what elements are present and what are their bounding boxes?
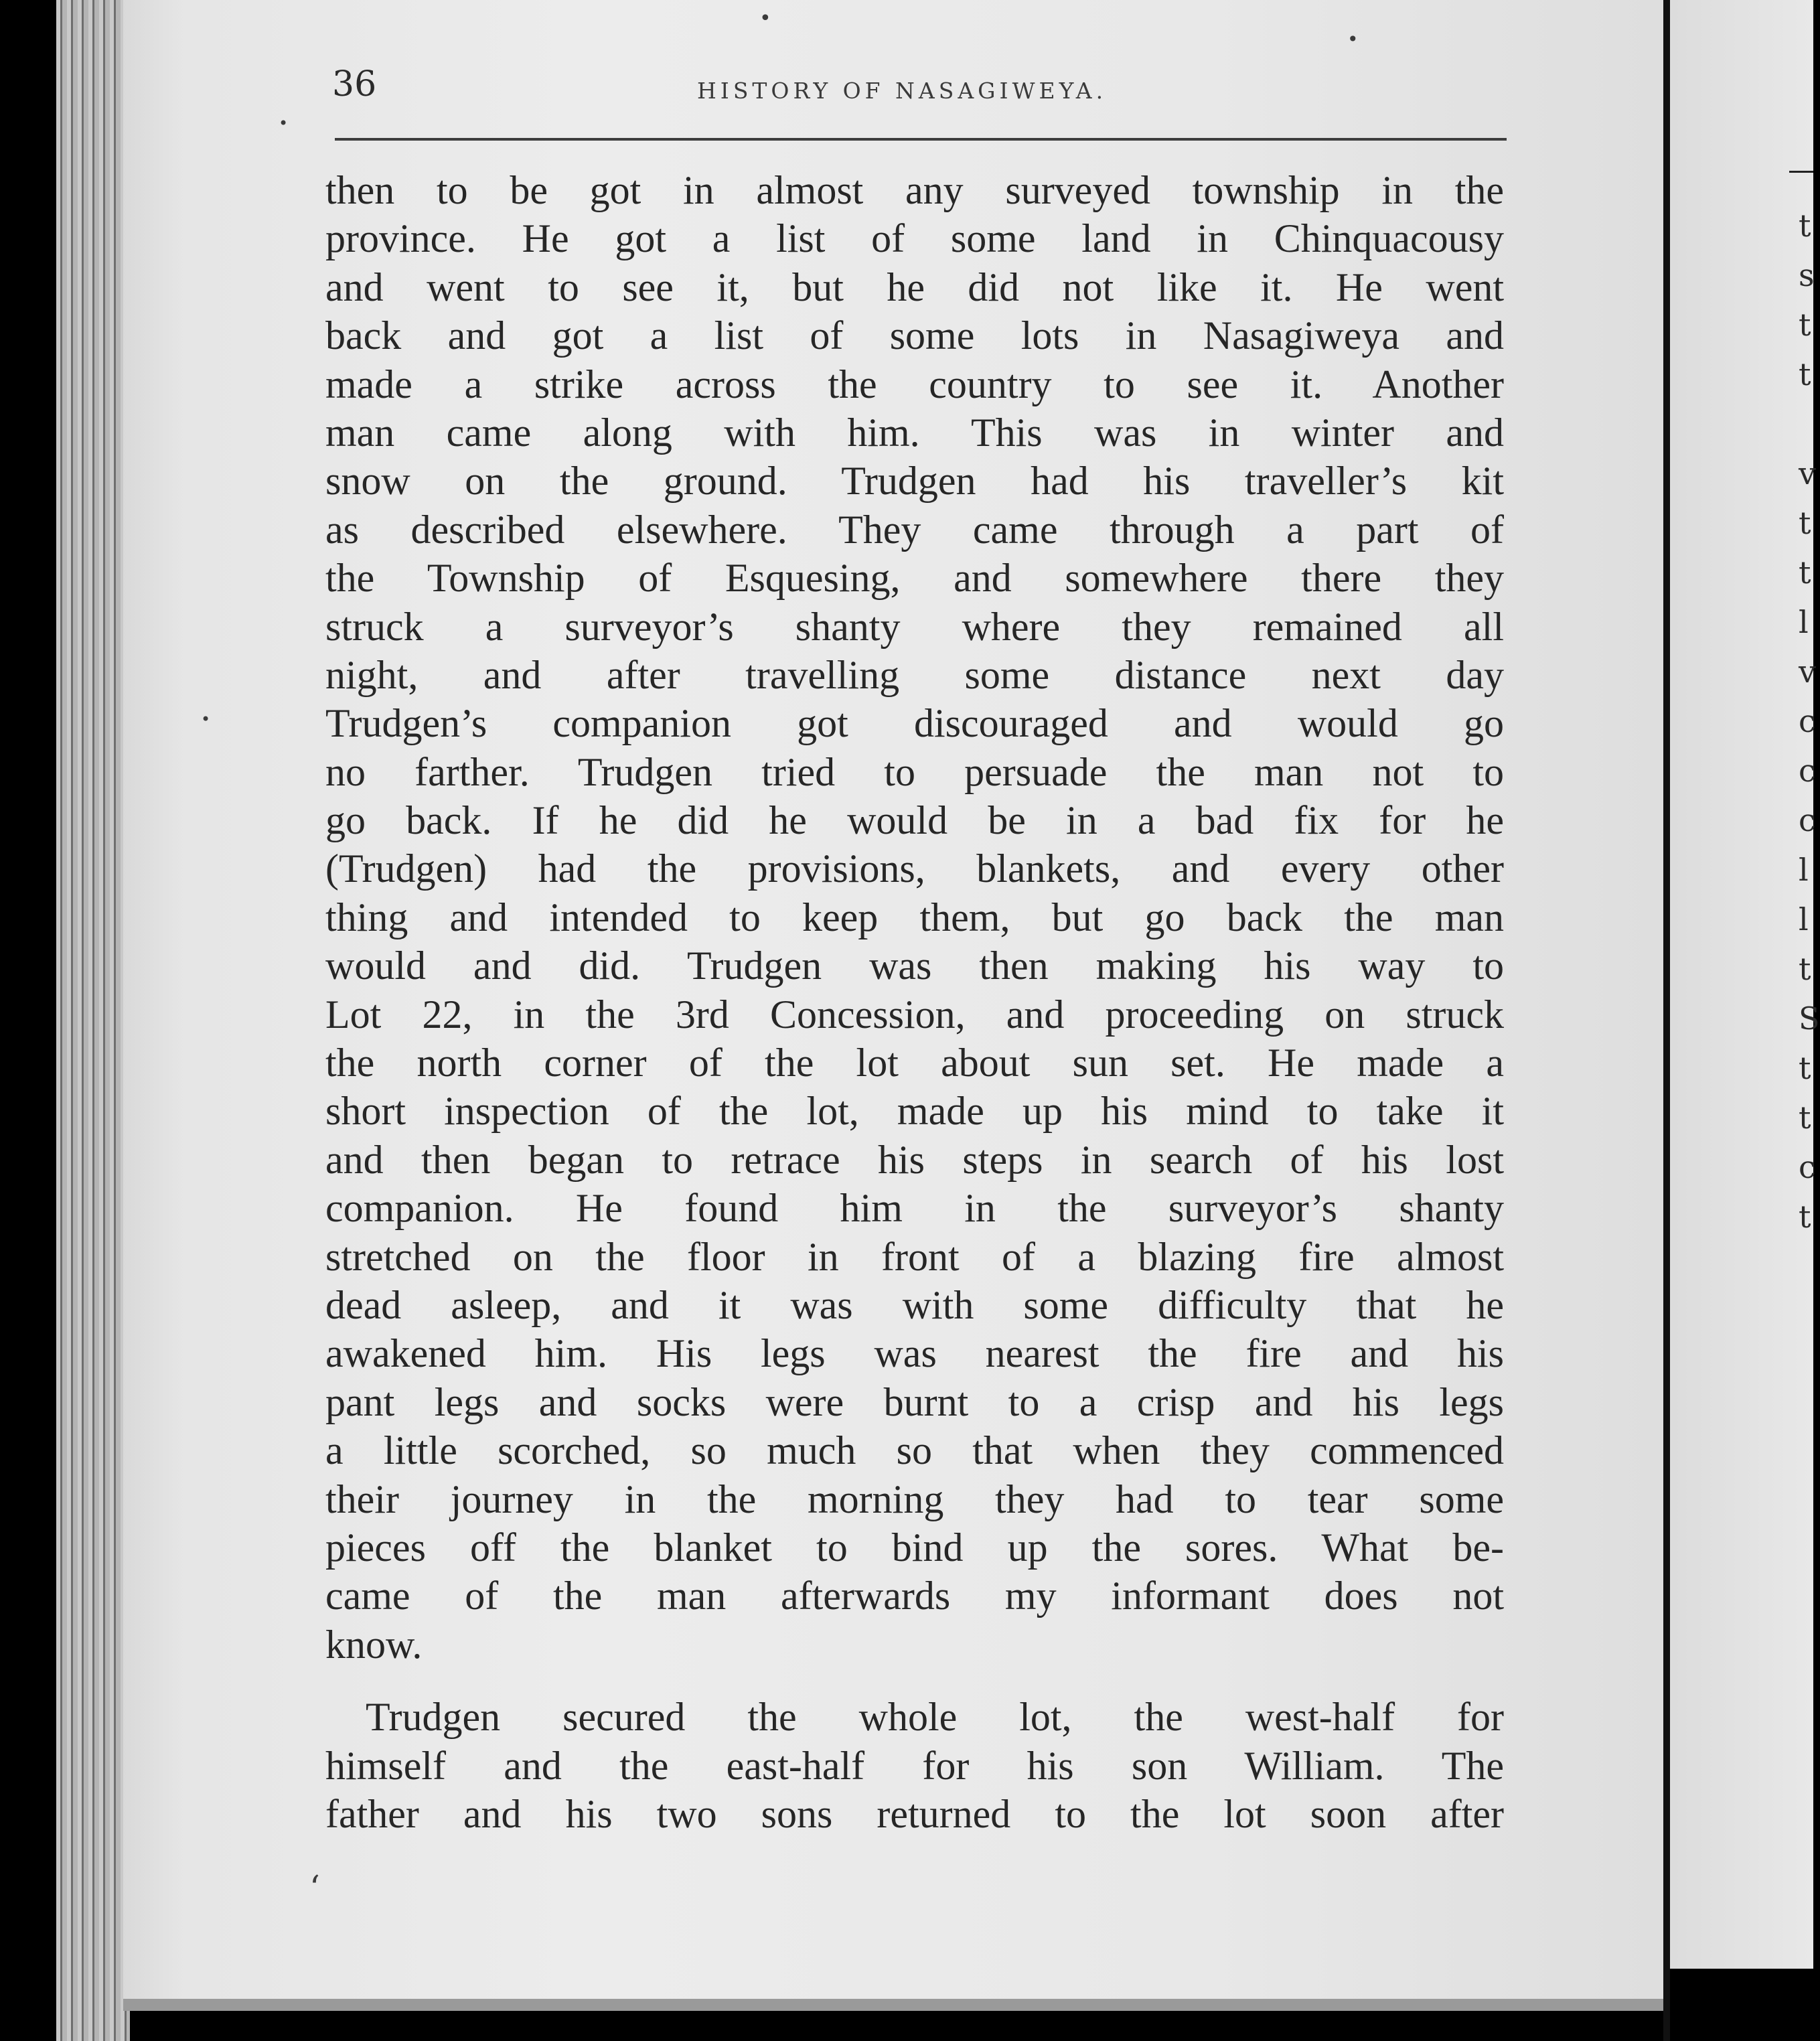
text-line: pant legs and socks were burnt to a crisp and his legs <box>325 1379 1504 1424</box>
page-number: 36 <box>332 64 377 104</box>
facing-page-letter: t <box>1799 208 1811 244</box>
facing-page-letter: l <box>1799 901 1809 937</box>
text-line: back and got a list of some lots in Nasagiweya and <box>325 313 1504 358</box>
text-line: struck a surveyor’s shanty where they remained all <box>325 604 1504 649</box>
facing-page-letter: s <box>1799 257 1815 293</box>
facing-page-letter: v <box>1799 654 1816 690</box>
text-line: pieces off the blanket to bind up the sores. What be- <box>325 1525 1504 1570</box>
facing-page-letter: t <box>1799 1050 1811 1086</box>
text-line: made a strike across the country to see it. Another <box>325 362 1504 406</box>
facing-page <box>1670 0 1820 1969</box>
page-stack-edge <box>56 0 130 2041</box>
facing-page-letter: c <box>1799 753 1816 789</box>
text-line: then to be got in almost any surveyed township in the <box>325 168 1504 212</box>
facing-page-letter: t <box>1799 951 1811 987</box>
text-line: awakened him. His legs was nearest the fire and his <box>325 1331 1504 1376</box>
text-line: no farther. Trudgen tried to persuade the man not to <box>325 749 1504 794</box>
book-gutter <box>1663 0 1670 2041</box>
facing-page-letter: t <box>1799 307 1811 343</box>
text-line: dead asleep, and it was with some difficulty that he <box>325 1282 1504 1327</box>
text-line: night, and after travelling some distance next day <box>325 652 1504 697</box>
text-line: and went to see it, but he did not like it. He went <box>325 264 1504 309</box>
text-line: and then began to retrace his steps in search of his lost <box>325 1137 1504 1182</box>
text-line: came of the man afterwards my informant does not <box>325 1574 1504 1618</box>
running-head: HISTORY OF NASAGIWEYA. <box>697 78 1108 104</box>
page-header <box>332 64 1511 118</box>
text-line: Trudgen secured the whole lot, the west-half for <box>366 1695 1504 1740</box>
body-text <box>325 166 1504 1838</box>
text-line: as described elsewhere. They came through a part of <box>325 507 1504 552</box>
paragraph-gap <box>325 1669 1504 1693</box>
text-line: the Township of Esquesing, and somewhere there they <box>325 556 1504 601</box>
text-line: province. He got a list of some land in Chinquacousy <box>325 216 1504 261</box>
facing-page-letter: c <box>1799 703 1816 739</box>
text-line: a little scorched, so much so that when they commenced <box>325 1428 1504 1473</box>
facing-page-letter <box>1799 399 1813 449</box>
facing-page-letter: t <box>1799 1199 1811 1235</box>
facing-page-letter: l <box>1799 852 1809 888</box>
facing-page-letter: c <box>1799 802 1816 838</box>
text-line: father and his two sons returned to the lot soon after <box>325 1791 1504 1836</box>
text-line: companion. He found him in the surveyor’s shanty <box>325 1186 1504 1231</box>
facing-page-letter: t <box>1799 505 1811 541</box>
text-line: would and did. Trudgen was then making his way to <box>325 943 1504 988</box>
text-line: the north corner of the lot about sun set. He made a <box>325 1041 1504 1085</box>
ink-speck: • <box>279 114 289 133</box>
text-line: himself and the east-half for his son William. The <box>325 1743 1504 1788</box>
text-line: snow on the ground. Trudgen had his traveller’s kit <box>325 459 1504 504</box>
text-line: stretched on the floor in front of a blazing fire almost <box>325 1234 1504 1279</box>
text-line: Lot 22, in the 3rd Concession, and proceeding on struck <box>325 992 1504 1037</box>
facing-page-rule <box>1789 171 1813 173</box>
ink-speck: • <box>201 710 211 729</box>
text-line: short inspection of the lot, made up his mind to take it <box>325 1089 1504 1134</box>
facing-page-letter: c <box>1799 1149 1816 1185</box>
facing-page-text <box>1799 201 1820 1241</box>
text-line: (Trudgen) had the provisions, blankets, and every other <box>325 846 1504 891</box>
text-line: their journey in the morning they had to tear some <box>325 1477 1504 1521</box>
ink-speck: ‘ <box>309 1868 320 1907</box>
facing-page-letter: t <box>1799 554 1811 591</box>
ink-speck: • <box>759 7 771 30</box>
facing-page-letter: l <box>1799 604 1809 640</box>
text-line: know. <box>325 1622 423 1667</box>
facing-page-letter: t <box>1799 356 1811 392</box>
page-bottom-edge <box>123 1999 1663 2011</box>
ink-speck: • <box>1347 28 1359 50</box>
facing-page-letter: S <box>1799 1000 1820 1037</box>
text-line: man came along with him. This was in winter and <box>325 410 1504 455</box>
facing-page-letter: v <box>1799 455 1816 492</box>
text-line: Trudgen’s companion got discouraged and would go <box>325 701 1504 746</box>
text-line: go back. If he did he would be in a bad fix for he <box>325 798 1504 843</box>
header-rule <box>335 138 1507 141</box>
text-line: thing and intended to keep them, but go back the man <box>325 895 1504 939</box>
facing-page-letter: t <box>1799 1100 1811 1136</box>
